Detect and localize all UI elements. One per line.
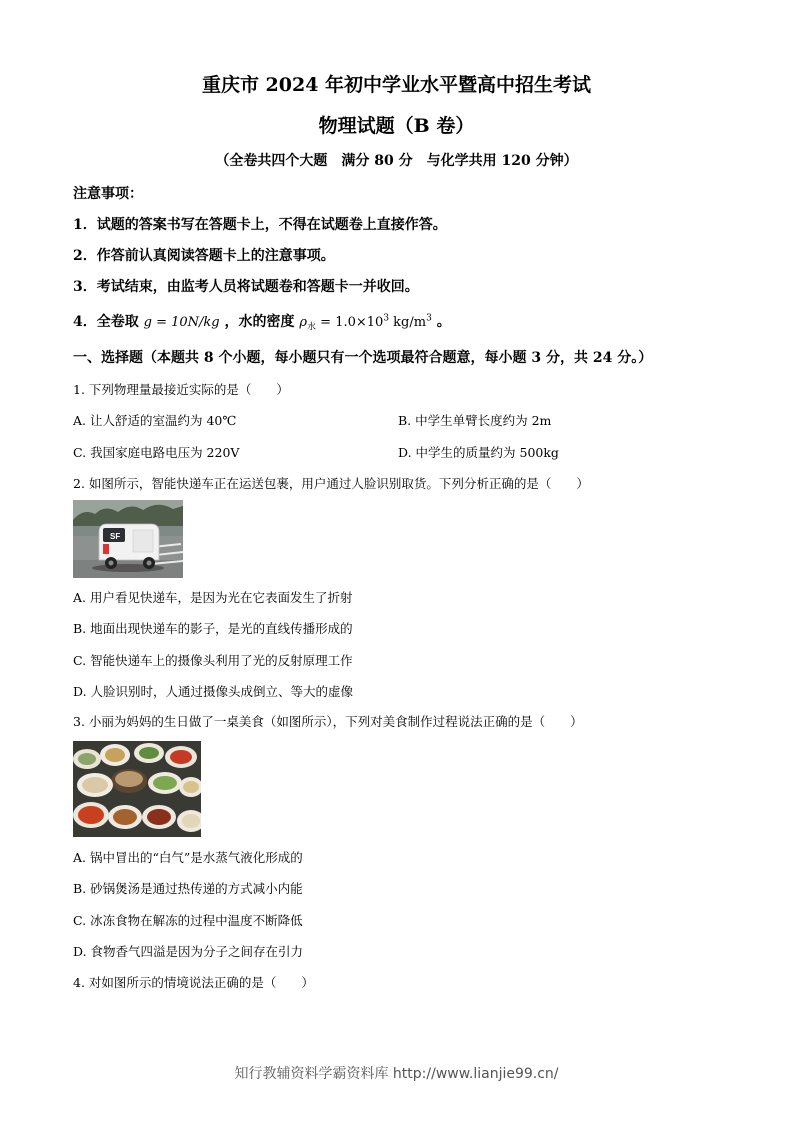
question-2-stem: 2. 如图所示，智能快递车正在运送包裹，用户通过人脸识别取货。下列分析正确的是（ ） — [73, 476, 589, 491]
question-3-option-b: B. 砂锅煲汤是通过热传递的方式减小内能 — [73, 881, 303, 896]
van-logo: SF — [110, 532, 121, 541]
question-1-option-b: B. 中学生单臂长度约为 2m — [398, 413, 552, 428]
notes-heading: 注意事项： — [73, 186, 143, 202]
note-item-4-prefix: 4．全卷取 — [73, 314, 139, 330]
exam-title: 重庆市 2024 年初中学业水平暨高中招生考试 — [201, 74, 592, 96]
question-2-option-a: A. 用户看见快递车，是因为光在它表面发生了折射 — [73, 590, 353, 605]
question-3-stem: 3. 小丽为妈妈的生日做了一桌美食（如图所示），下列对美食制作过程说法正确的是（ ） — [73, 714, 583, 729]
section-heading: 一、选择题（本题共 8 个小题，每小题只有一个选项最符合题意，每小题 3 分，共 24 分。） — [73, 350, 653, 366]
question-3-option-c: C. 冰冻食物在解冻的过程中温度不断降低 — [73, 913, 303, 928]
question-2-option-c: C. 智能快递车上的摄像头利用了光的反射原理工作 — [73, 653, 353, 668]
question-1-option-c: C. 我国家庭电路电压为 220V — [73, 445, 240, 460]
delivery-van-image — [73, 500, 183, 578]
delivery-van-picture — [73, 500, 183, 578]
exam-subtitle: 物理试题（B 卷） — [318, 115, 475, 137]
question-2-option-b: B. 地面出现快递车的影子，是光的直线传播形成的 — [73, 621, 353, 636]
exam-info: （全卷共四个大题 满分 80 分 与化学共用 120 分钟） — [215, 153, 578, 169]
rho-symbol: ρ — [299, 315, 308, 330]
question-1-option-d: D. 中学生的质量约为 500kg — [398, 445, 559, 460]
rho-unit: kg/m — [389, 315, 427, 330]
rho-exponent: 3 — [383, 313, 390, 324]
question-3-option-a: A. 锅中冒出的“白气”是水蒸气液化形成的 — [73, 850, 303, 865]
question-4-stem: 4. 对如图所示的情境说法正确的是（ ） — [73, 975, 314, 990]
food-table-image — [73, 741, 201, 837]
question-1-stem: 1. 下列物理量最接近实际的是（ ） — [73, 382, 289, 397]
footer-watermark: 知行教辅资料学霸资料库 http://www.lianjie99.cn/ — [234, 1066, 559, 1082]
question-3-option-d: D. 食物香气四溢是因为分子之间存在引力 — [73, 944, 304, 959]
note-item-4-mid: ，水的密度 — [224, 314, 295, 330]
rho-subscript: 水 — [307, 322, 317, 333]
note-item: 3．考试结束，由监考人员将试题卷和答题卡一并收回。 — [73, 279, 419, 295]
note-item-4-end: 。 — [436, 314, 451, 330]
gravity-formula: g = 10N/kg — [143, 315, 220, 330]
rho-value: = 1.0×10 — [316, 315, 384, 330]
note-item: 2．作答前认真阅读答题卡上的注意事项。 — [73, 248, 335, 264]
note-item: 1．试题的答案书写在答题卡上，不得在试题卷上直接作答。 — [73, 217, 447, 233]
rho-unit-exponent: 3 — [426, 313, 432, 324]
density-formula — [299, 313, 432, 333]
food-table-picture — [73, 741, 201, 837]
question-1-option-a: A. 让人舒适的室温约为 40℃ — [73, 413, 237, 428]
question-2-option-d: D. 人脸识别时，人通过摄像头成倒立、等大的虚像 — [73, 684, 354, 699]
note-item-4 — [73, 311, 451, 333]
